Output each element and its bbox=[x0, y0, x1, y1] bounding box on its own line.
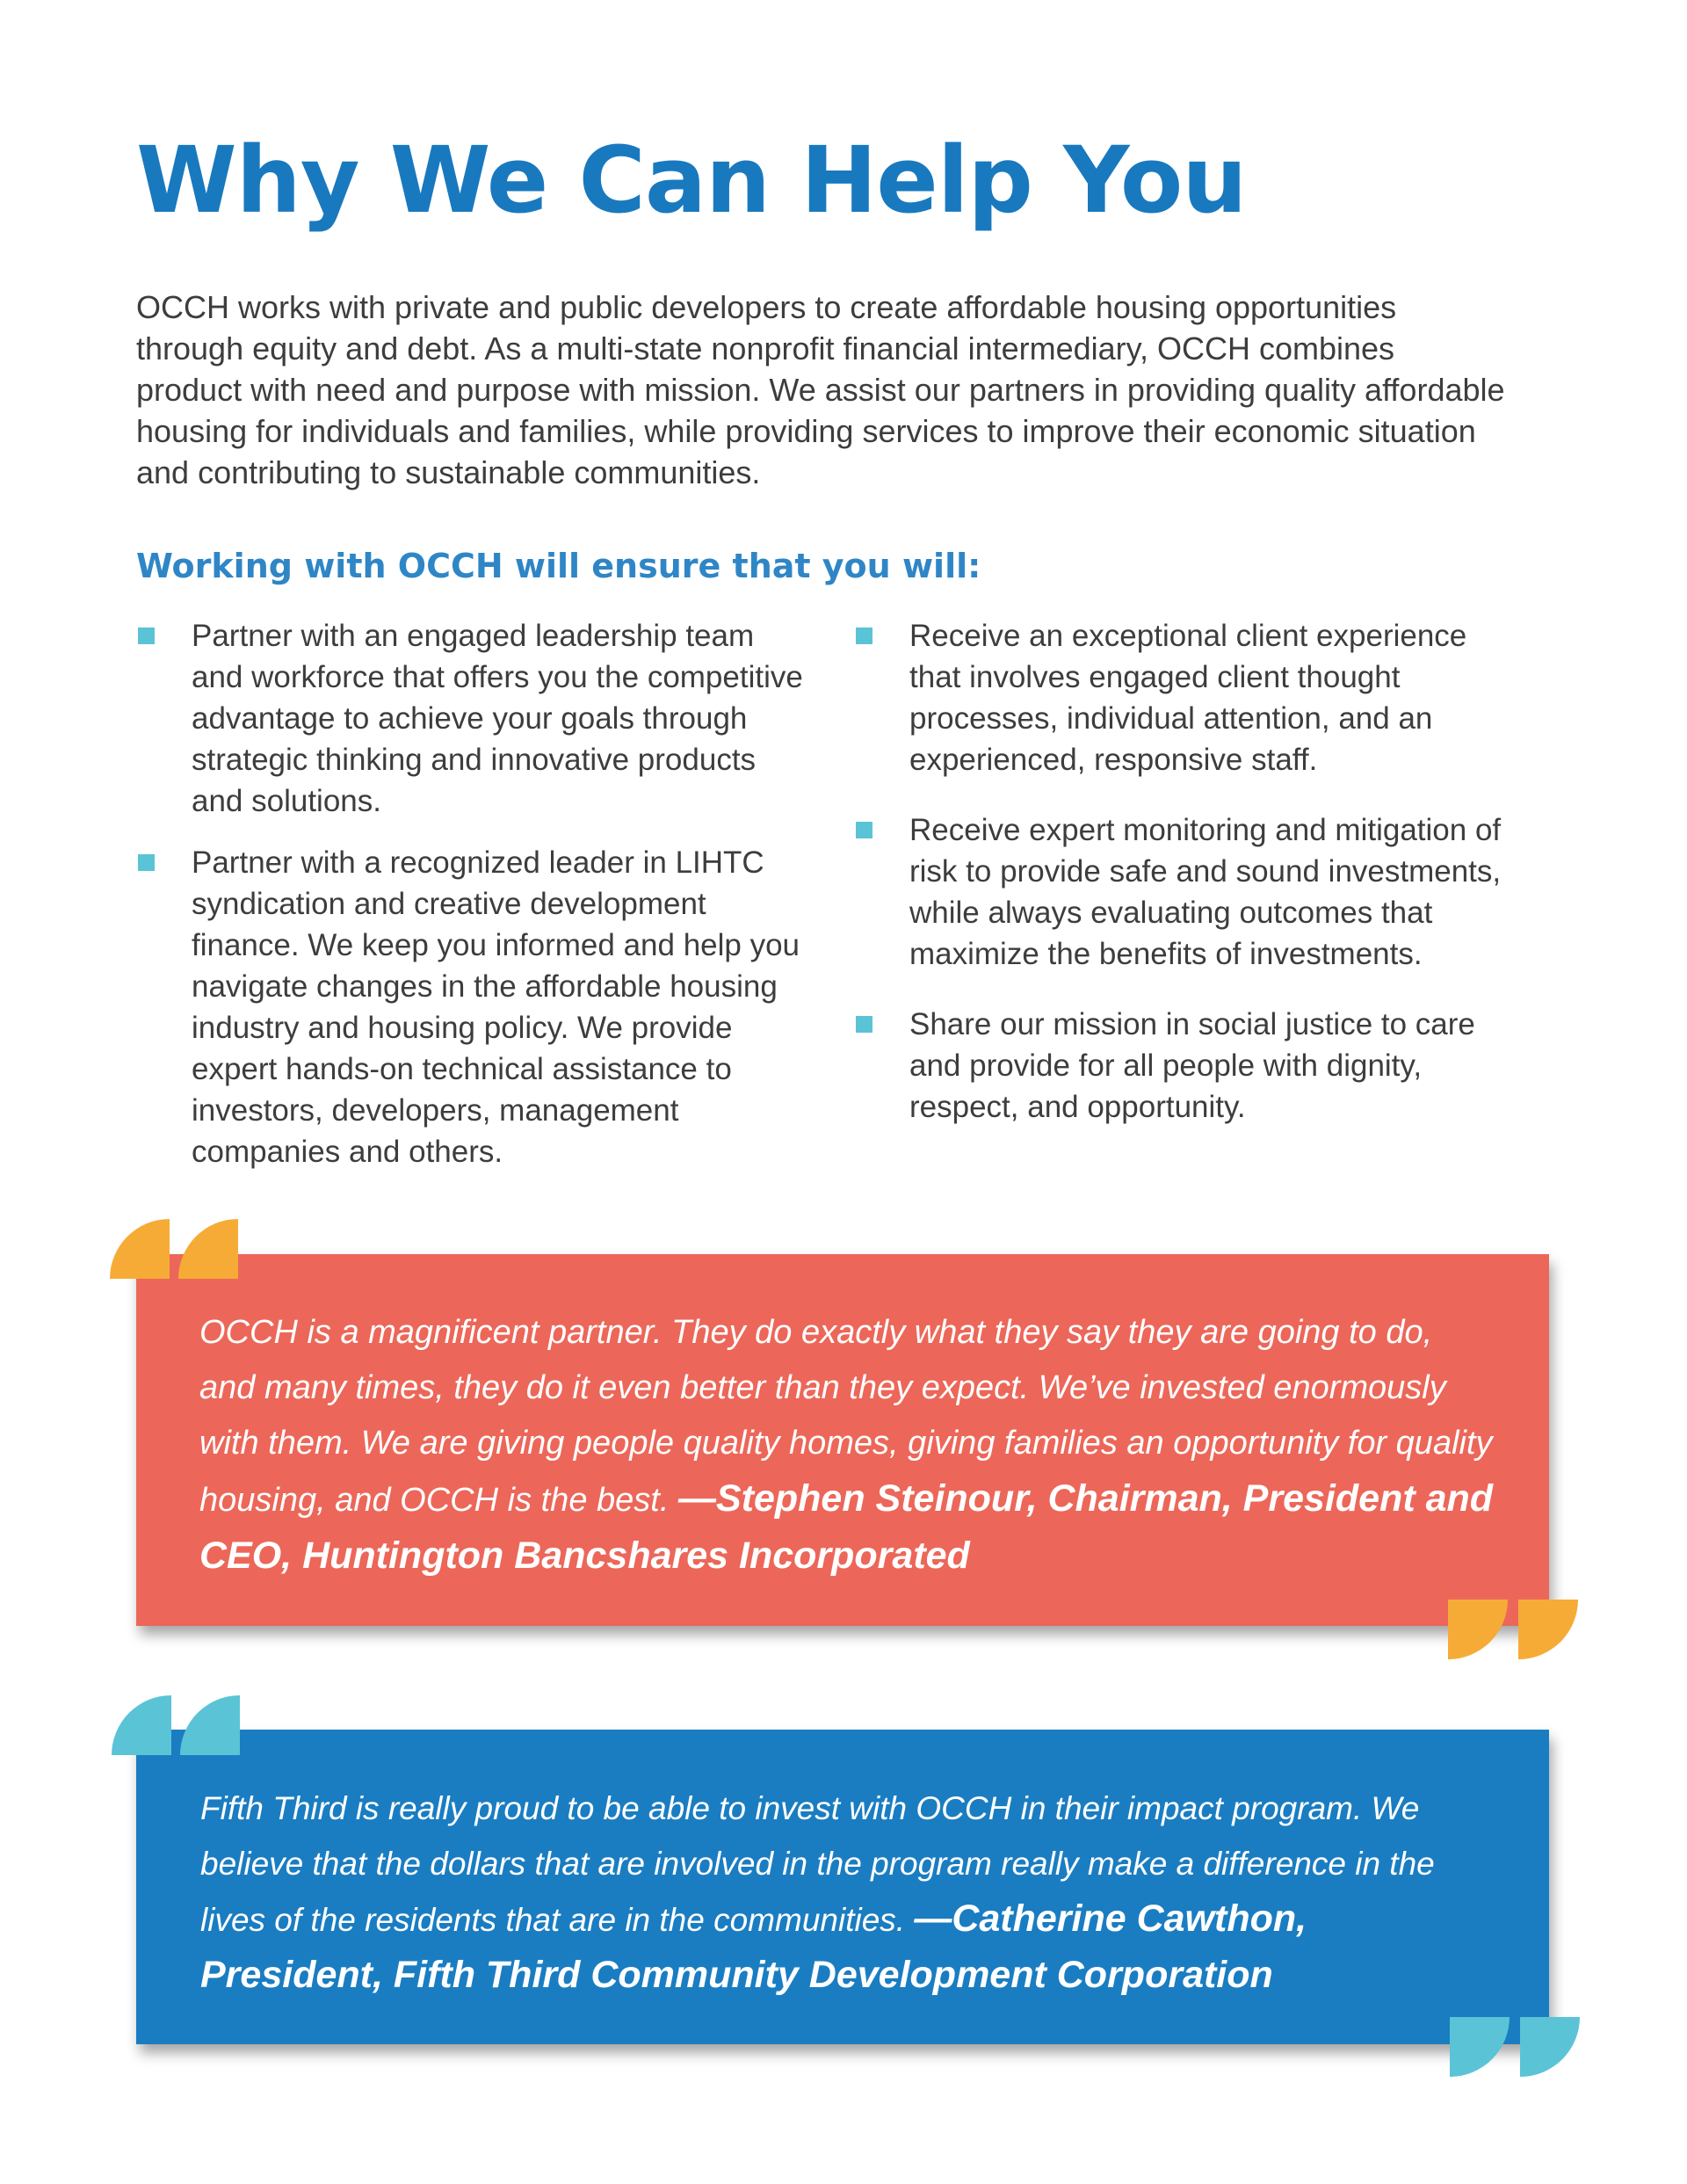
list-item bbox=[854, 615, 1522, 780]
testimonial-text bbox=[200, 1781, 1496, 2004]
quote-body: Fifth Third is really proud to be able to invest with OCCH in their impact program. We believe that the dollars that are involved in the program really make a difference in the lives of the residents that are in the communities. bbox=[200, 1790, 1435, 1938]
benefits-list-right bbox=[854, 615, 1522, 1157]
list-item-text: Share our mission in social justice to care and provide for all people with dignity, respect, and opportunity. bbox=[909, 1007, 1475, 1124]
close-quote-icon bbox=[1450, 2017, 1580, 2077]
section-subheading: Working with OCCH will ensure that you will: bbox=[136, 547, 981, 585]
list-item-text: Partner with a recognized leader in LIHTC syndication and creative development finance. We keep you informed and help you navigate changes in the affordable housing industry and housing policy. We provide expert hands-on technical assistance to investors, developers, management companies and others. bbox=[192, 845, 800, 1169]
square-bullet-icon bbox=[856, 1016, 872, 1033]
square-bullet-icon bbox=[138, 628, 155, 644]
intro-paragraph: OCCH works with private and public developers to create affordable housing opportunities through equity and debt. As a multi-state nonprofit financial intermediary, OCCH combines product with need and purpose with mission. We assist our partners in providing quality affordable housing for individuals and families, while providing services to improve their economic situation and contributing to sustainable communities. bbox=[136, 289, 1505, 490]
square-bullet-icon bbox=[856, 822, 872, 838]
list-item-text: Receive expert monitoring and mitigation of risk to provide safe and sound investments, while always evaluating outcomes that maximize the benefits of investments. bbox=[909, 813, 1502, 971]
list-item bbox=[854, 809, 1522, 975]
square-bullet-icon bbox=[856, 628, 872, 644]
benefits-list-left bbox=[136, 615, 804, 1193]
testimonial-fifth-third bbox=[136, 1730, 1549, 2044]
testimonial-text bbox=[199, 1305, 1496, 1585]
quote-attribution: —Stephen Steinour, Chairman, President and CEO, Huntington Bancshares Incorporated bbox=[199, 1477, 1494, 1577]
open-quote-icon bbox=[112, 1695, 240, 1755]
list-item bbox=[136, 615, 804, 822]
square-bullet-icon bbox=[138, 854, 155, 871]
testimonial-huntington bbox=[136, 1254, 1549, 1626]
page-title: Why We Can Help You bbox=[136, 127, 1247, 234]
list-item bbox=[854, 1004, 1522, 1128]
close-quote-icon bbox=[1448, 1600, 1578, 1659]
list-item-text: Receive an exceptional client experience that involves engaged client thought processes, individual attention, and an experienced, responsive staff. bbox=[909, 619, 1467, 777]
list-item-text: Partner with an engaged leadership team and workforce that offers you the competitive advantage to achieve your goals through strategic thinking and innovative products and solutions. bbox=[192, 619, 803, 818]
quote-body: OCCH is a magnificent partner. They do exactly what they say they are going to do, and many times, they do it even better than they expect. We’ve invested enormously with them. We are giving people quality homes, giving families an opportunity for quality housing, and OCCH is the best. bbox=[199, 1314, 1493, 1519]
list-item bbox=[136, 842, 804, 1172]
open-quote-icon bbox=[110, 1219, 238, 1279]
quote-attribution: —Catherine Cawthon, President, Fifth Third Community Development Corporation bbox=[200, 1897, 1307, 1996]
